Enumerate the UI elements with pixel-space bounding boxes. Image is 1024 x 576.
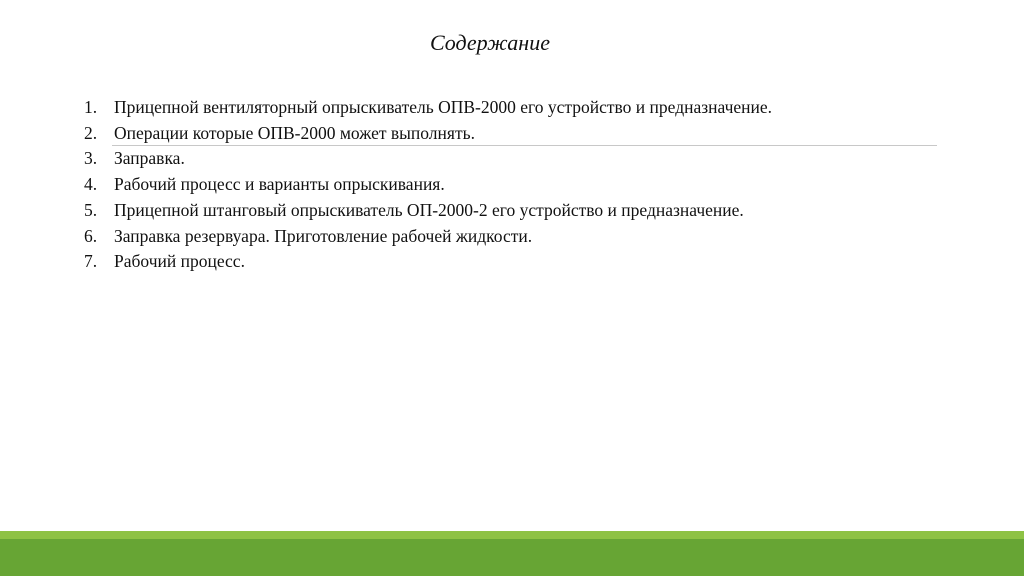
- toc-item-2: [0, 121, 904, 147]
- toc-item-1: [0, 95, 904, 121]
- toc-item-text: Рабочий процесс и варианты опрыскивания.: [114, 174, 445, 195]
- toc-item-5: [0, 198, 904, 224]
- toc-item-text: Заправка резервуара. Приготовление рабочей жидкости.: [114, 225, 533, 246]
- toc-item-6: [0, 224, 904, 250]
- toc-item-number: 2.: [84, 122, 98, 143]
- table-of-contents-list: [0, 95, 904, 275]
- toc-item-3: [0, 146, 904, 172]
- toc-item-7: [0, 249, 904, 275]
- toc-item-4: [0, 172, 904, 198]
- toc-item-number: 3.: [84, 148, 98, 169]
- toc-item-number: 4.: [84, 174, 98, 195]
- toc-item-text: Заправка.: [114, 148, 185, 169]
- toc-item-number: 7.: [84, 251, 98, 272]
- toc-item-number: 1.: [84, 97, 98, 117]
- toc-item-number: 6.: [84, 225, 98, 246]
- toc-item-text: Операции которые ОПВ-2000 может выполнять.: [114, 122, 475, 143]
- slide-title: Содержание: [429, 30, 550, 55]
- toc-item-number: 5.: [84, 199, 98, 220]
- toc-item-text: Прицепной штанговый опрыскиватель ОП-2000-2 его устройство и предназначение.: [114, 199, 744, 220]
- footer-bar: [0, 539, 1024, 576]
- footer-accent-stripe: [0, 531, 1024, 539]
- toc-item-text: Рабочий процесс.: [114, 251, 245, 272]
- toc-item-text: Прицепной вентиляторный опрыскиватель ОПВ-2000 его устройство и предназначение.: [114, 97, 773, 117]
